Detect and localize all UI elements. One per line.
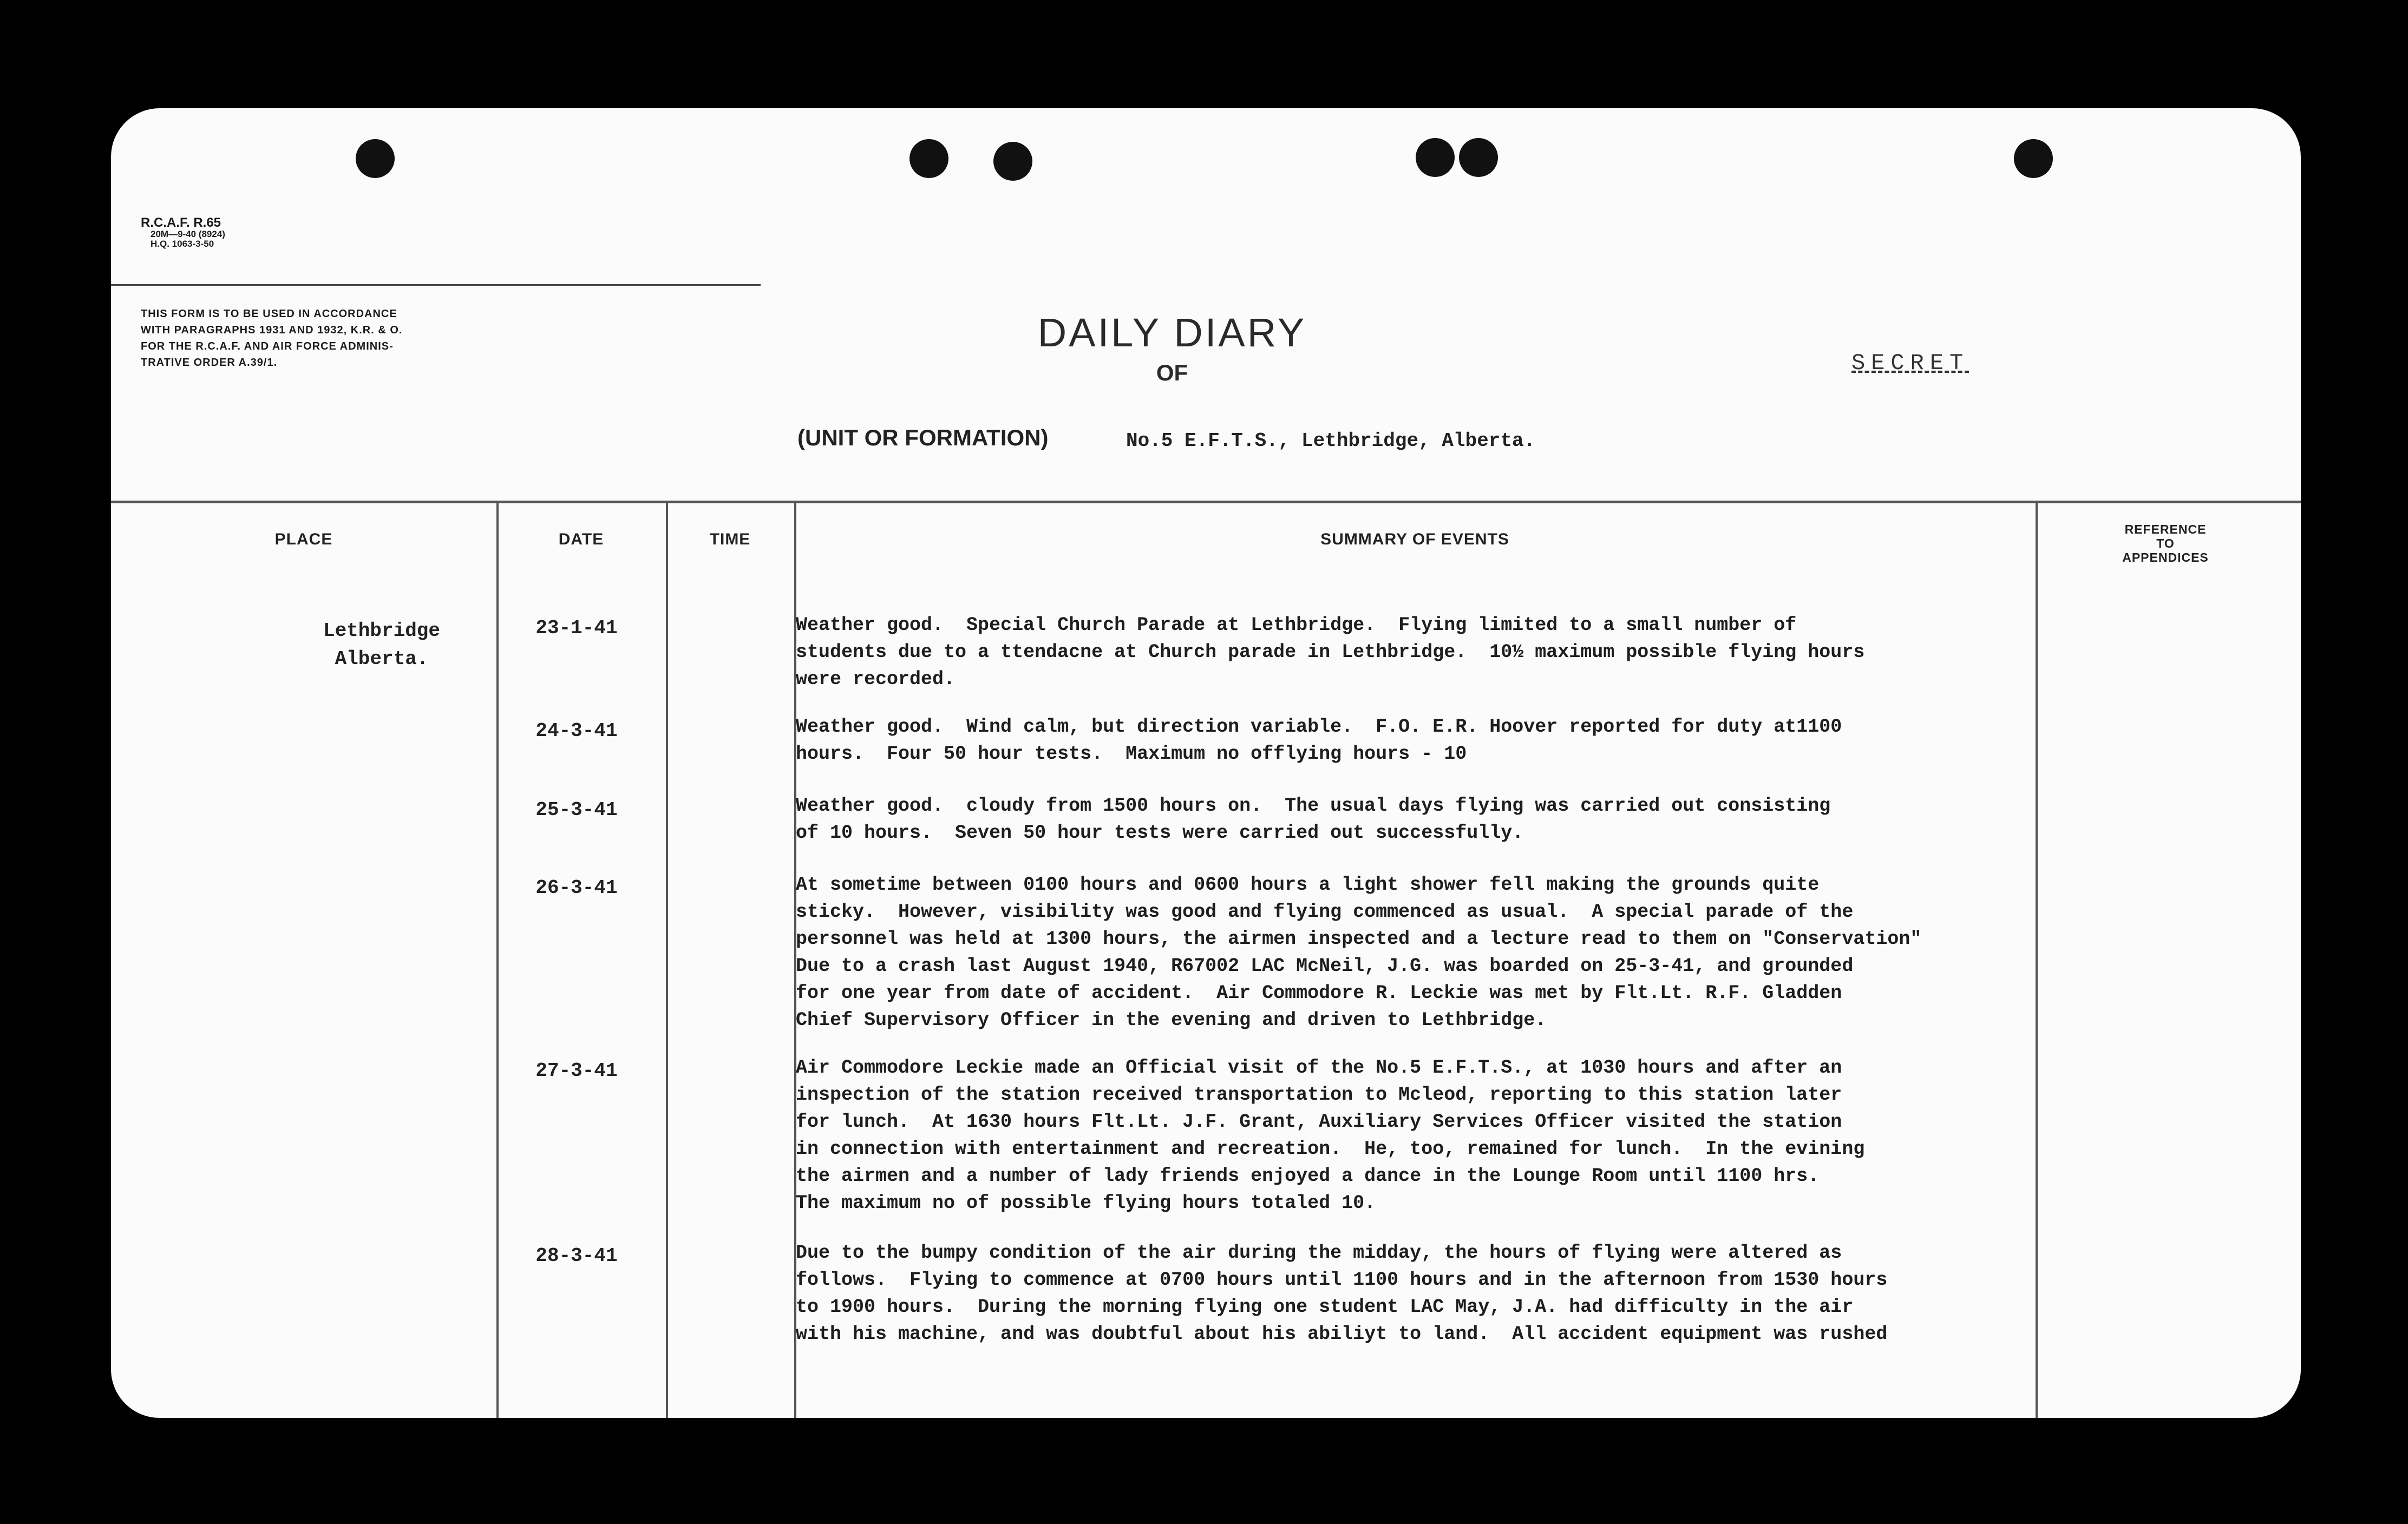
summary-line: personnel was held at 1300 hours, the airmen inspected and a lecture read to them on "Conservation" bbox=[796, 928, 1922, 950]
column-divider bbox=[496, 501, 499, 1418]
punch-hole bbox=[993, 142, 1032, 181]
form-code-line: R.C.A.F. R.65 bbox=[141, 215, 221, 230]
entry-date: 25-3-41 bbox=[535, 799, 618, 821]
entry-summary bbox=[796, 792, 2057, 846]
classification-stamp: SECRET bbox=[1851, 350, 1969, 376]
unit-value: No.5 E.F.T.S., Lethbridge, Alberta. bbox=[1126, 430, 1536, 452]
form-note-line: WITH PARAGRAPHS 1931 AND 1932, K.R. & O. bbox=[141, 324, 403, 336]
entry-date: 26-3-41 bbox=[535, 877, 618, 899]
entry-date: 24-3-41 bbox=[535, 720, 618, 742]
summary-line: Due to the bumpy condition of the air during the midday, the hours of flying were altered as bbox=[796, 1242, 1842, 1264]
punch-hole bbox=[1416, 138, 1455, 177]
entry-summary bbox=[796, 871, 2057, 1034]
punch-hole bbox=[356, 139, 395, 178]
summary-line: hours. Four 50 hour tests. Maximum no offlying hours - 10 bbox=[796, 743, 1467, 765]
punch-hole bbox=[909, 139, 948, 178]
entry-date: 27-3-41 bbox=[535, 1060, 618, 1082]
header-divider bbox=[111, 284, 761, 286]
entry-date: 23-1-41 bbox=[535, 617, 618, 639]
summary-line: The maximum no of possible flying hours totaled 10. bbox=[796, 1192, 1376, 1214]
summary-line: Due to a crash last August 1940, R67002 LAC McNeil, J.G. was boarded on 25-3-41, and grounded bbox=[796, 955, 1854, 977]
summary-line: the airmen and a number of lady friends enjoyed a dance in the Lounge Room until 1100 hrs. bbox=[796, 1165, 1820, 1187]
summary-line: Weather good. Wind calm, but direction variable. F.O. E.R. Hoover reported for duty at1100 bbox=[796, 716, 1842, 738]
summary-line: inspection of the station received transportation to Mcleod, reporting to this station later bbox=[796, 1084, 1842, 1106]
place-cell bbox=[306, 617, 457, 673]
summary-line: Weather good. Special Church Parade at Lethbridge. Flying limited to a small number of bbox=[796, 614, 1797, 636]
column-header-place: PLACE bbox=[274, 530, 333, 548]
form-note-line: FOR THE R.C.A.F. AND AIR FORCE ADMINIS- bbox=[141, 340, 394, 352]
entry-summary bbox=[796, 1054, 2057, 1217]
unit-label: (UNIT OR FORMATION) bbox=[797, 425, 1049, 450]
page-title: DAILY DIARY bbox=[1037, 310, 1307, 355]
reference-header-line: TO bbox=[2156, 536, 2175, 550]
summary-line: Weather good. cloudy from 1500 hours on. The usual days flying was carried out consisting bbox=[796, 795, 1831, 817]
summary-line: sticky. However, visibility was good and flying commenced as usual. A special parade of the bbox=[796, 901, 1854, 923]
entry-date: 28-3-41 bbox=[535, 1245, 618, 1267]
summary-line: of 10 hours. Seven 50 hour tests were carried out successfully. bbox=[796, 822, 1524, 844]
reference-header-line: APPENDICES bbox=[2122, 550, 2209, 564]
place-line: Lethbridge bbox=[323, 620, 441, 642]
summary-line: to 1900 hours. During the morning flying one student LAC May, J.A. had difficulty in the air bbox=[796, 1296, 1854, 1318]
punch-hole bbox=[2014, 139, 2053, 178]
diary-form-card bbox=[111, 108, 2301, 1418]
summary-line: follows. Flying to commence at 0700 hours until 1100 hours and in the afternoon from 1530 hours bbox=[796, 1269, 1888, 1291]
summary-line: students due to a ttendacne at Church parade in Lethbridge. 10½ maximum possible flying hours bbox=[796, 641, 1865, 663]
entry-summary bbox=[796, 612, 2057, 693]
entry-summary bbox=[796, 713, 2057, 767]
title-of: OF bbox=[1156, 360, 1188, 385]
summary-line: Chief Supervisory Officer in the evening and driven to Lethbridge. bbox=[796, 1009, 1547, 1031]
summary-line: in connection with entertainment and recreation. He, too, remained for lunch. In the evining bbox=[796, 1138, 1865, 1160]
reference-header-line: REFERENCE bbox=[2124, 522, 2207, 536]
column-divider bbox=[666, 501, 668, 1418]
summary-line: with his machine, and was doubtful about his abiliyt to land. All accident equipment was rushed bbox=[796, 1323, 1888, 1345]
table-top-rule bbox=[111, 501, 2301, 503]
column-header-summary: SUMMARY OF EVENTS bbox=[1320, 530, 1509, 548]
form-usage-note bbox=[141, 306, 552, 371]
form-code-line: 20M—9-40 (8924) bbox=[150, 229, 225, 239]
summary-line: At sometime between 0100 hours and 0600 hours a light shower fell making the grounds quite bbox=[796, 874, 1820, 896]
entry-summary bbox=[796, 1239, 2057, 1348]
summary-line: for lunch. At 1630 hours Flt.Lt. J.F. Grant, Auxiliary Services Officer visited the station bbox=[796, 1111, 1842, 1133]
summary-line: for one year from date of accident. Air Commodore R. Leckie was met by Flt.Lt. R.F. Gladden bbox=[796, 982, 1842, 1004]
column-header-date: DATE bbox=[558, 530, 604, 548]
place-line: Alberta. bbox=[335, 648, 429, 670]
form-code bbox=[141, 216, 225, 249]
column-header-time: TIME bbox=[709, 530, 751, 548]
form-code-line: H.Q. 1063-3-50 bbox=[150, 239, 214, 249]
form-note-line: TRATIVE ORDER A.39/1. bbox=[141, 357, 278, 369]
summary-line: Air Commodore Leckie made an Official visit of the No.5 E.F.T.S., at 1030 hours and after an bbox=[796, 1057, 1842, 1079]
summary-line: were recorded. bbox=[796, 668, 956, 690]
punch-hole bbox=[1459, 138, 1498, 177]
form-note-line: THIS FORM IS TO BE USED IN ACCORDANCE bbox=[141, 308, 397, 320]
column-header-reference bbox=[2036, 522, 2295, 564]
